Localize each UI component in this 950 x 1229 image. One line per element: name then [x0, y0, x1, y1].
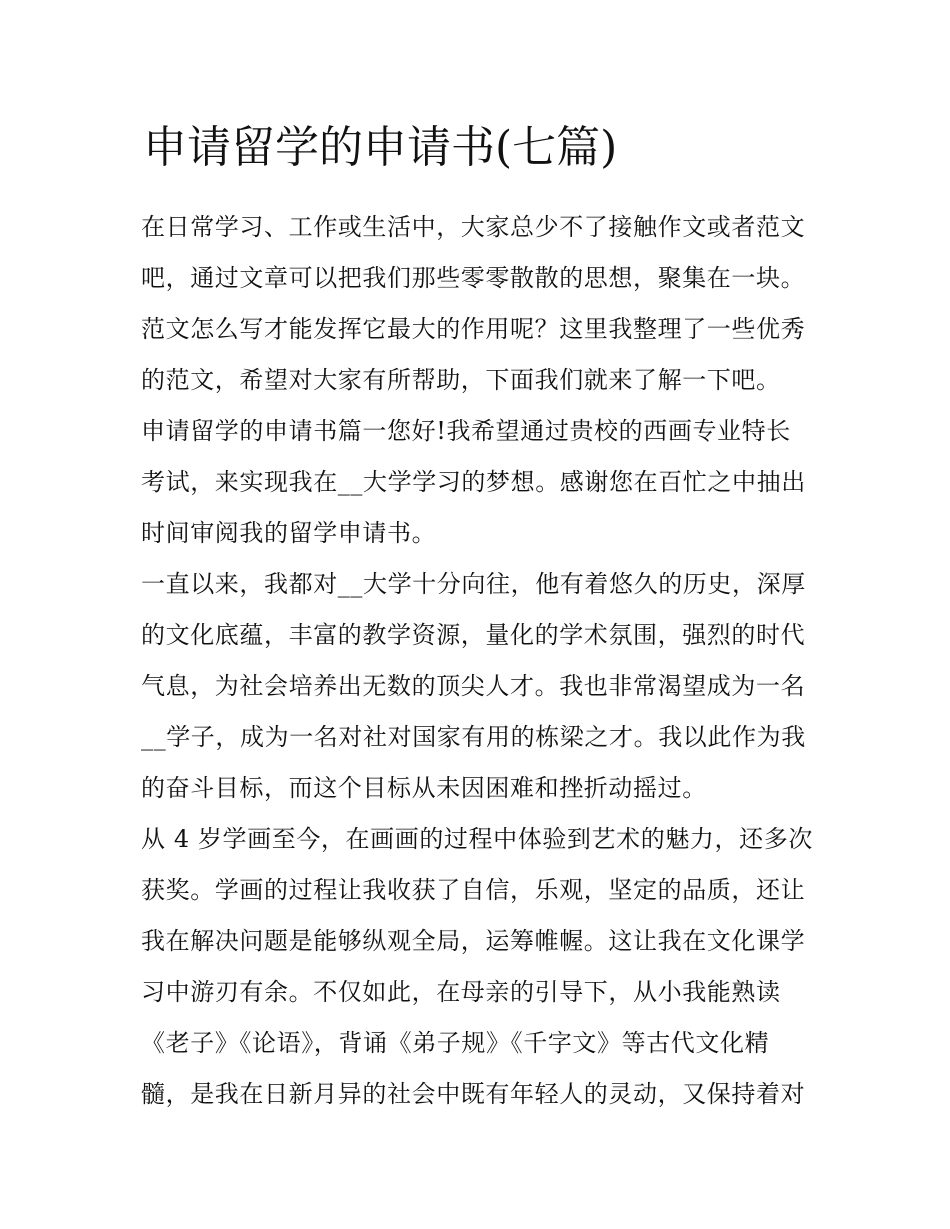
body-line: 习中游刃有余。不仅如此，在母亲的引导下，从小我能熟读	[141, 978, 781, 1006]
body-line: 时间审阅我的留学申请书。	[141, 519, 437, 547]
body-line: 吧，通过文章可以把我们那些零零散散的思想，聚集在一块。	[141, 264, 806, 292]
body-line: 髓，是我在日新月异的社会中既有年轻人的灵动，又保持着对	[141, 1080, 806, 1108]
body-line: 考试，来实现我在__大学学习的梦想。感谢您在百忙之中抽出	[141, 468, 806, 496]
body-line: 的文化底蕴，丰富的教学资源，量化的学术氛围，强烈的时代	[141, 621, 806, 649]
body-line: 的奋斗目标，而这个目标从未因困难和挫折动摇过。	[141, 774, 707, 802]
body-line: 获奖。学画的过程让我收获了自信，乐观，坚定的品质，还让	[141, 876, 806, 904]
body-line: 范文怎么写才能发挥它最大的作用呢？这里我整理了一些优秀	[141, 315, 806, 343]
document-body	[141, 202, 821, 1120]
body-line: 气息，为社会培养出无数的顶尖人才。我也非常渴望成为一名	[141, 672, 806, 700]
body-line: __学子，成为一名对社对国家有用的栋梁之才。我以此作为我	[141, 723, 806, 751]
body-line: 《老子》《论语》，背诵《弟子规》《千字文》等古代文化精	[141, 1029, 770, 1057]
document-title: 申请留学的申请书(七篇)	[143, 122, 618, 173]
body-line: 从 4 岁学画至今，在画画的过程中体验到艺术的魅力，还多次	[141, 825, 813, 853]
body-line: 的范文，希望对大家有所帮助，下面我们就来了解一下吧。	[141, 366, 781, 394]
body-line: 我在解决问题是能够纵观全局，运筹帷幄。这让我在文化课学	[141, 927, 806, 955]
body-line: 一直以来，我都对__大学十分向往，他有着悠久的历史，深厚	[141, 570, 806, 598]
body-line: 在日常学习、工作或生活中，大家总少不了接触作文或者范文	[141, 213, 806, 241]
body-line: 申请留学的申请书篇一您好!我希望通过贵校的西画专业特长	[141, 417, 791, 445]
